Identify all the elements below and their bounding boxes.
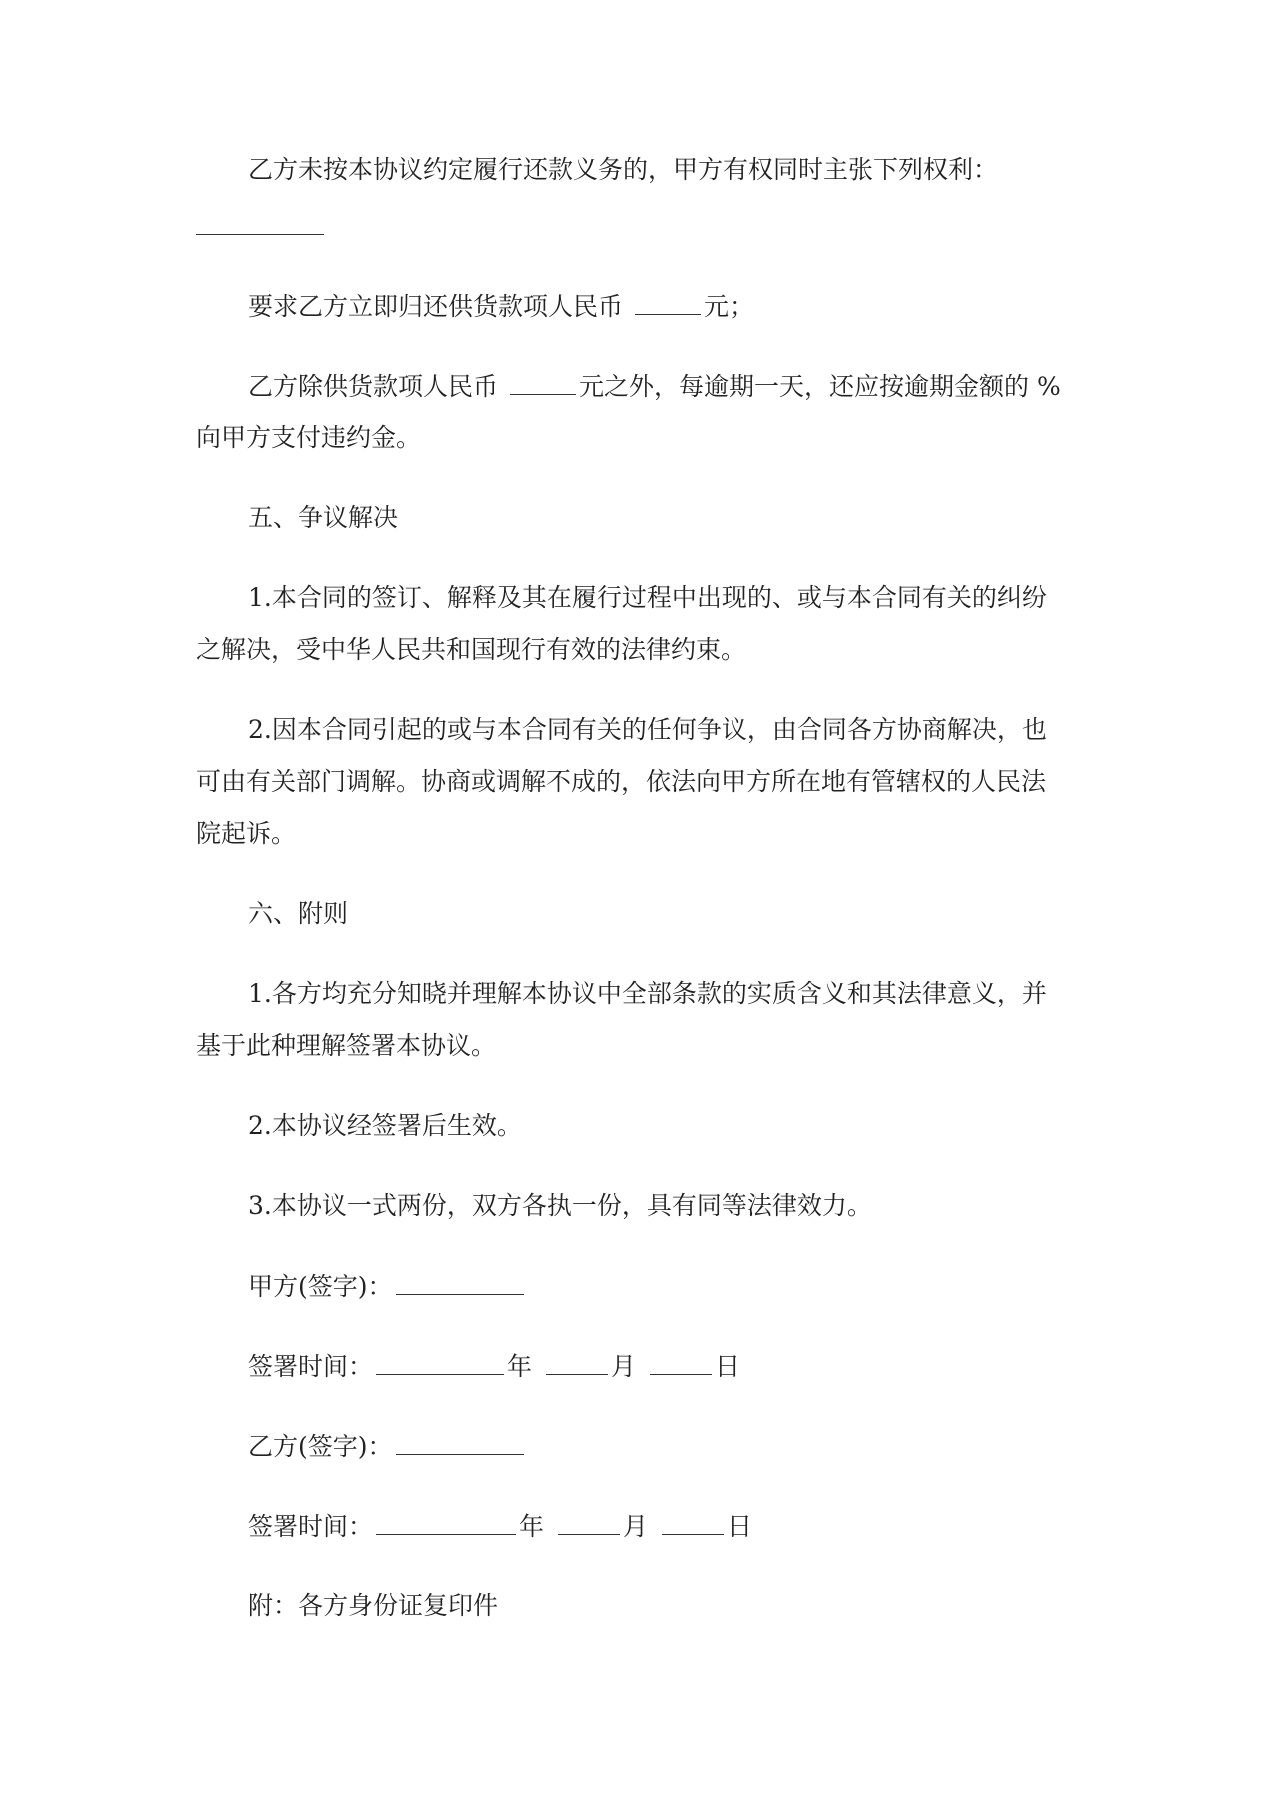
signature-blank xyxy=(396,1426,524,1455)
year-blank xyxy=(376,1506,516,1535)
paragraph-penalty: 乙方除供货款项人民币 元之外，每逾期一天，还应按逾期金额的 % xyxy=(248,366,1061,407)
party-a-date: 签署时间： 年 月 日 xyxy=(248,1346,740,1387)
signature-blank xyxy=(396,1266,524,1295)
year-blank xyxy=(376,1346,504,1375)
day-blank xyxy=(662,1506,724,1535)
month-blank xyxy=(558,1506,620,1535)
blank-line xyxy=(196,234,324,235)
clause-6-3: 3.本协议一式两份，双方各执一份，具有同等法律效力。 xyxy=(248,1191,872,1220)
clause-5-1: 1.本合同的签订、解释及其在履行过程中出现的、或与本合同有关的纠纷 xyxy=(248,583,1047,612)
paragraph-remedies: 乙方未按本协议约定履行还款义务的，甲方有权同时主张下列权利： xyxy=(248,155,999,184)
party-b-signature: 乙方(签字)： xyxy=(248,1426,527,1467)
paragraph-repay: 要求乙方立即归还供货款项人民币 元； xyxy=(248,286,754,327)
clause-6-2: 2.本协议经签署后生效。 xyxy=(248,1111,522,1140)
clause-5-1-cont: 之解决，受中华人民共和国现行有效的法律约束。 xyxy=(196,635,747,664)
clause-6-1-cont: 基于此种理解签署本协议。 xyxy=(196,1031,497,1060)
amount-blank xyxy=(510,366,576,395)
attachment-note: 附：各方身份证复印件 xyxy=(248,1591,499,1620)
month-blank xyxy=(546,1346,608,1375)
party-b-date: 签署时间： 年 月 日 xyxy=(248,1506,752,1547)
paragraph-penalty-cont: 向甲方支付违约金。 xyxy=(196,423,422,452)
day-blank xyxy=(650,1346,712,1375)
clause-5-2-cont: 可由有关部门调解。协商或调解不成的，依法向甲方所在地有管辖权的人民法 xyxy=(196,767,1047,796)
clause-5-2-cont: 院起诉。 xyxy=(196,819,297,848)
clause-5-2: 2.因本合同引起的或与本合同有关的任何争议，由合同各方协商解决，也 xyxy=(248,715,1047,744)
section-heading-supplementary: 六、附则 xyxy=(248,899,349,928)
clause-6-1: 1.各方均充分知晓并理解本协议中全部条款的实质含义和其法律意义，并 xyxy=(248,979,1047,1008)
section-heading-dispute: 五、争议解决 xyxy=(248,503,399,532)
party-a-signature: 甲方(签字)： xyxy=(248,1266,527,1307)
amount-blank xyxy=(635,286,701,315)
